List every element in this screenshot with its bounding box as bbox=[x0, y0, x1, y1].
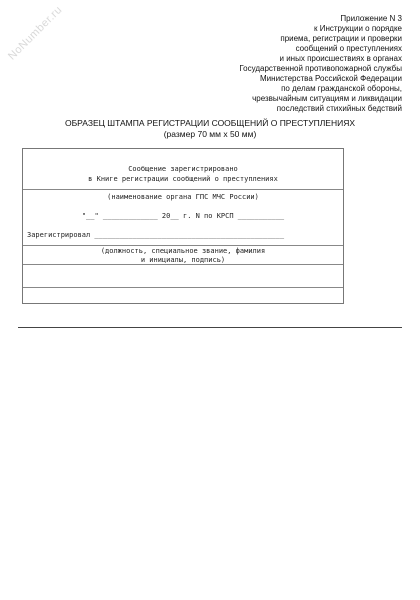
stamp-org-label: (наименование органа ГПС МЧС России) bbox=[107, 193, 259, 201]
stamp-divider bbox=[23, 189, 343, 190]
stamp-line-book: в Книге регистрации сообщений о преступлениях bbox=[88, 175, 278, 183]
appendix-line: сообщений о преступлениях bbox=[295, 44, 402, 53]
appendix-line: к Инструкции о порядке bbox=[313, 24, 402, 33]
watermark-text: NoNumber.ru bbox=[6, 3, 65, 63]
stamp-sample-title bbox=[0, 118, 420, 140]
appendix-line: чрезвычайным ситуациям и ликвидации bbox=[252, 94, 402, 103]
stamp-line-registered: Сообщение зарегистрировано bbox=[128, 165, 238, 173]
title-size: (размер 70 мм х 50 мм) bbox=[163, 129, 257, 139]
stamp-date-line: "__" _____________ 20__ г. N по КРСП ___________ bbox=[81, 212, 285, 220]
stamp-role-label-2: и инициалы, подпись) bbox=[140, 256, 226, 264]
stamp-divider bbox=[23, 245, 343, 246]
page-separator-line bbox=[18, 327, 402, 328]
appendix-line: последствий стихийных бедствий bbox=[276, 104, 402, 113]
appendix-header bbox=[239, 14, 402, 114]
appendix-line: Государственной противопожарной службы bbox=[239, 64, 402, 73]
title-main: ОБРАЗЕЦ ШТАМПА РЕГИСТРАЦИИ СООБЩЕНИЙ О ПРЕСТУПЛЕНИЯХ bbox=[64, 118, 356, 128]
stamp-role-label-1: (должность, специальное звание, фамилия bbox=[100, 247, 266, 255]
appendix-line: и иных происшествиях в органах bbox=[279, 54, 402, 63]
stamp-divider bbox=[23, 287, 343, 288]
registration-stamp-box bbox=[22, 148, 344, 304]
appendix-line: Приложение N 3 bbox=[340, 14, 402, 23]
appendix-line: по делам гражданской обороны, bbox=[281, 84, 402, 93]
stamp-registered-line: Зарегистрировал _____________________________________________ bbox=[27, 231, 285, 239]
appendix-line: Министерства Российской Федерации bbox=[260, 74, 402, 83]
appendix-line: приема, регистрации и проверки bbox=[280, 34, 402, 43]
stamp-divider bbox=[23, 264, 343, 265]
